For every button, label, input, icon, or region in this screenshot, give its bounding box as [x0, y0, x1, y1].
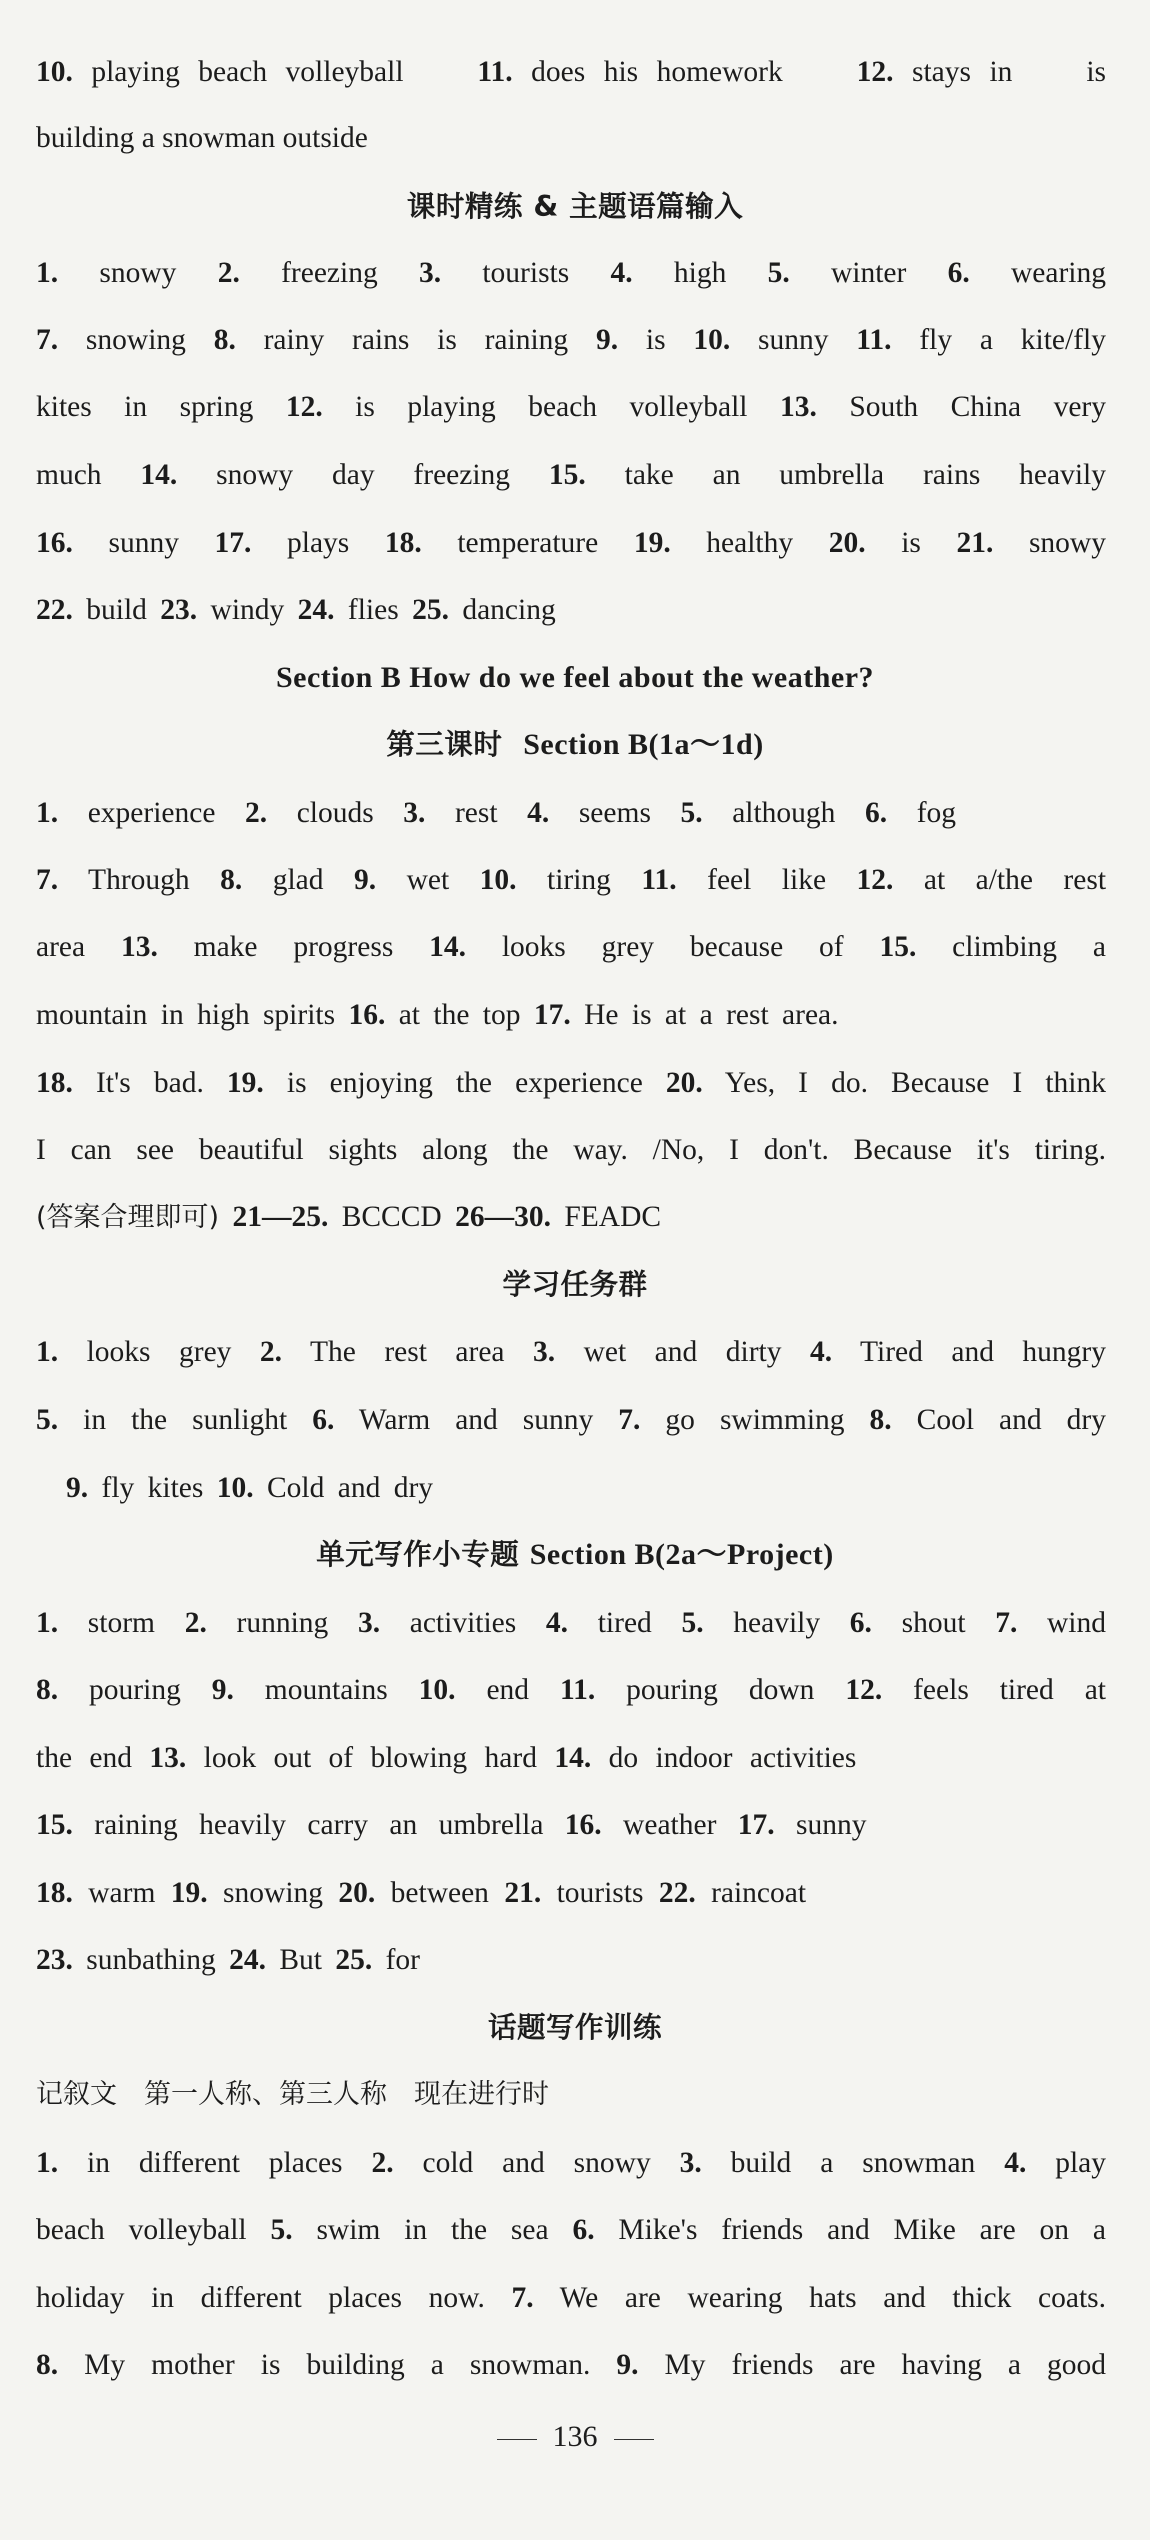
section-heading: 课时精练 & 主题语篇输入	[406, 190, 744, 223]
answer-line: much 14. snowy day freezing 15. take an umbrella rains heavily	[36, 459, 1106, 491]
answer-line: 18. It's bad. 19. is enjoying the experience 20. Yes, I do. Because I think	[36, 1067, 1106, 1099]
answer-line: 5. in the sunlight 6. Warm and sunny 7. go swimming 8. Cool and dry	[36, 1404, 1106, 1436]
answer-line: I can see beautiful sights along the way. /No, I don't. Because it's tiring.	[36, 1134, 1106, 1166]
section-heading: 学习任务群	[502, 1268, 648, 1301]
answer-line: 1. storm 2. running 3. activities 4. tired 5. heavily 6. shout 7. wind	[36, 1607, 1106, 1639]
answer-line: 7. snowing 8. rainy rains is raining 9. is 10. sunny 11. fly a kite/fly	[36, 324, 1106, 356]
answer-line: holiday in different places now. 7. We are wearing hats and thick coats.	[36, 2282, 1107, 2314]
answer-line: 1. experience 2. clouds 3. rest 4. seems 5. although 6. fog	[36, 797, 957, 829]
answer-line: 23. sunbathing 24. But 25. for	[36, 1944, 420, 1976]
answer-line: 15. raining heavily carry an umbrella 16. weather 17. sunny	[36, 1809, 867, 1841]
answer-line: area 13. make progress 14. looks grey because of 15. climbing a	[36, 931, 1106, 963]
section-b-title: Section B How do we feel about the weather?	[275, 661, 875, 694]
answer-line: 7. Through 8. glad 9. wet 10. tiring 11. feel like 12. at a/the rest	[36, 864, 1107, 896]
answer-line: kites in spring 12. is playing beach volleyball 13. South China very	[36, 391, 1106, 423]
answer-line: 10. playing beach volleyball 11. does his homework 12. stays in is	[36, 56, 1106, 88]
answer-line: beach volleyball 5. swim in the sea 6. Mike's friends and Mike are on a	[36, 2214, 1106, 2246]
writing-title-en: Section B(2a～Project)	[529, 1538, 834, 1571]
page-number: 136	[0, 2417, 1150, 2457]
lesson-heading	[0, 725, 1150, 765]
answer-line: 18. warm 19. snowing 20. between 21. tourists 22. raincoat	[36, 1877, 807, 1909]
answer-line: 9. fly kites 10. Cold and dry	[66, 1472, 434, 1504]
answer-line: building a snowman outside	[36, 122, 368, 154]
answer-line: 1. in different places 2. cold and snowy 3. build a snowman 4. play	[36, 2147, 1107, 2179]
writing-title-cn: 单元写作小专题	[316, 1538, 520, 1571]
answer-line: (答案合理即可) 21—25. BCCCD 26—30. FEADC	[36, 1201, 662, 1233]
answer-line: 1. snowy 2. freezing 3. tourists 4. high 5. winter 6. wearing	[36, 257, 1107, 289]
answer-line: 1. looks grey 2. The rest area 3. wet and dirty 4. Tired and hungry	[36, 1336, 1107, 1368]
answer-line: mountain in high spirits 16. at the top 17. He is at a rest area.	[36, 999, 839, 1031]
section-heading	[0, 1535, 1150, 1575]
section-subtitle: 记叙文 第一人称、第三人称 现在进行时	[36, 2079, 549, 2110]
answer-line: 8. pouring 9. mountains 10. end 11. pouring down 12. feels tired at	[36, 1674, 1106, 1706]
answer-line: 16. sunny 17. plays 18. temperature 19. healthy 20. is 21. snowy	[36, 527, 1106, 559]
lesson-title-en: Section B(1a～1d)	[523, 728, 764, 761]
section-heading: 话题写作训练	[487, 2011, 662, 2044]
answer-line: 8. My mother is building a snowman. 9. My friends are having a good	[36, 2349, 1106, 2381]
answer-line: the end 13. look out of blowing hard 14. do indoor activities	[36, 1742, 857, 1774]
section-heading	[0, 658, 1150, 698]
answer-line: 22. build 23. windy 24. flies 25. dancing	[36, 594, 556, 626]
lesson-title-cn: 第三课时	[386, 728, 503, 761]
